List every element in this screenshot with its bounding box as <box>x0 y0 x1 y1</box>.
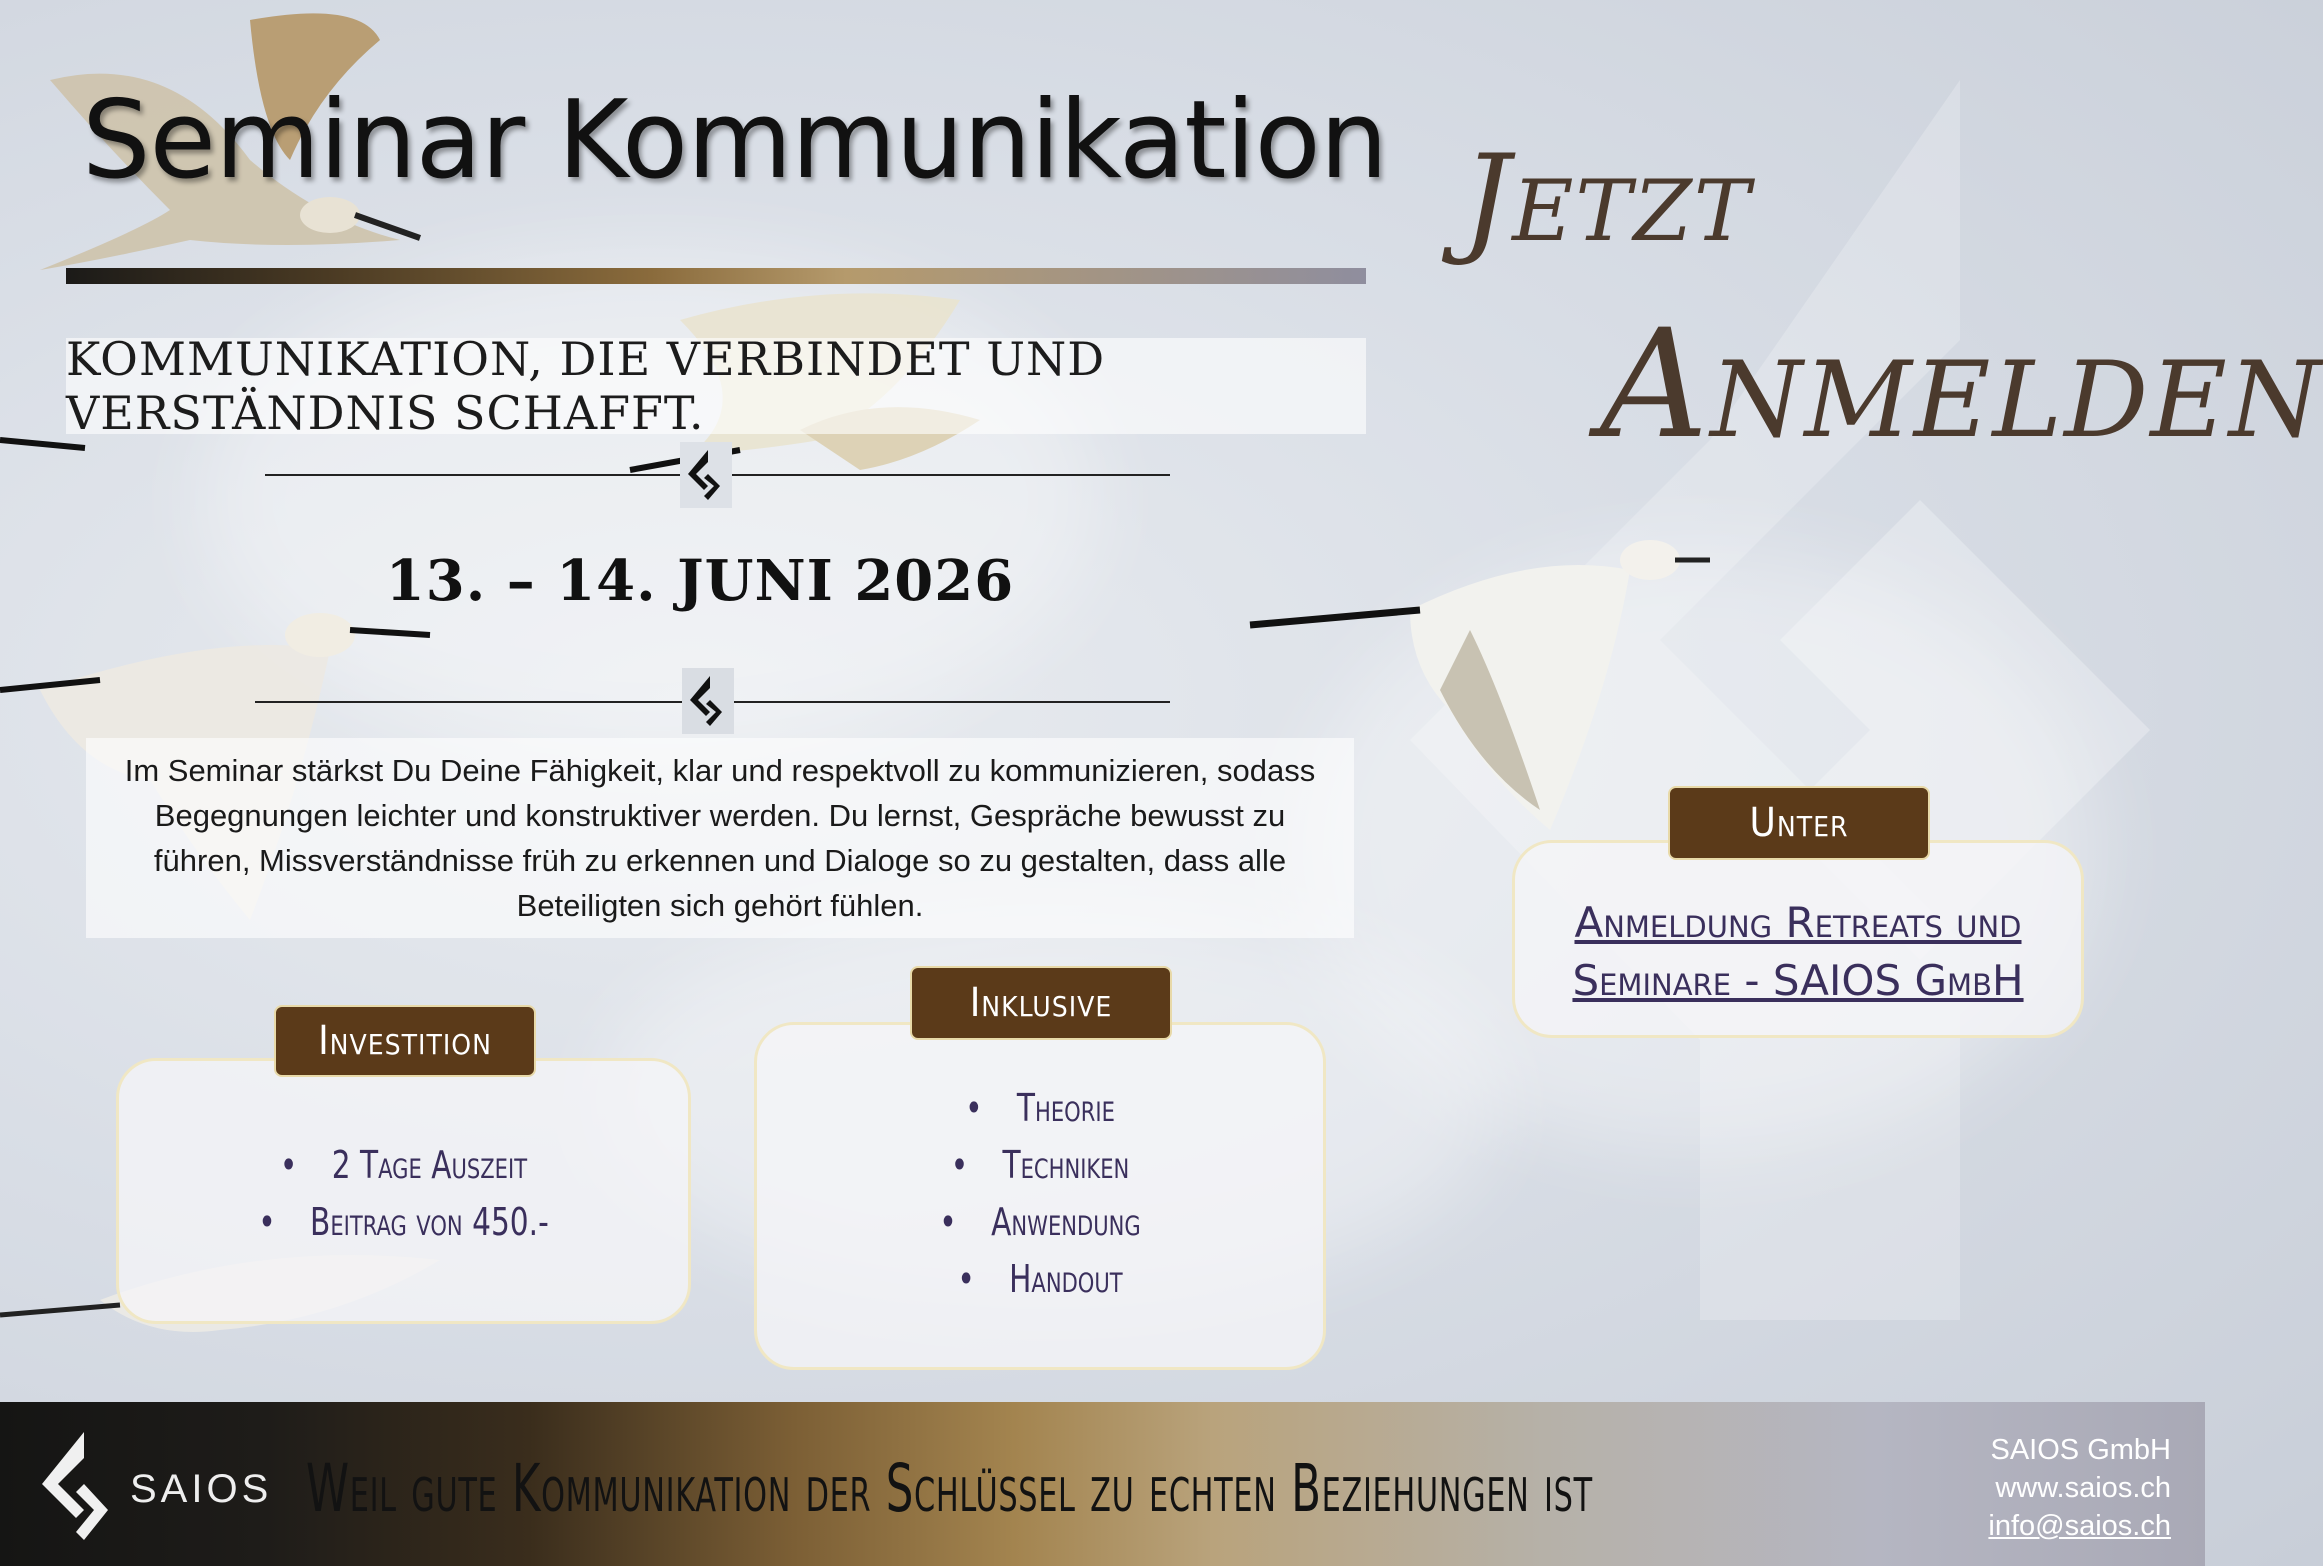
tagline: KOMMUNIKATION, DIE VERBINDET UND VERSTÄNDNIS SCHAFFT. <box>66 332 1106 440</box>
inklusive-item: • Anwendung <box>819 1194 1260 1251</box>
inklusive-item: • Handout <box>819 1251 1260 1308</box>
saios-logo-icon <box>688 674 728 728</box>
registration-link-line: Anmeldung Retreats und <box>1574 898 2022 947</box>
brand-name: SAIOS <box>130 1467 273 1511</box>
saios-logo-icon <box>40 1432 110 1542</box>
website-link[interactable]: www.saios.ch <box>1995 1472 2171 1504</box>
event-description: Im Seminar stärkst Du Deine Fähigkeit, klar und respektvoll zu kommunizieren, sodass Begegnungen leichter und konstruktiver werden. Du lernst, Gespräche bewusst zu führen, Missverständnisse früh zu erkennen und Dialoge so zu gestalten, dass alle Beteiligten sich gehört fühlen. <box>124 753 1316 923</box>
investition-item: • Beitrag von 450.- <box>182 1194 626 1251</box>
cta-line-anmelden: Anmelden <box>1600 298 2323 472</box>
investition-card <box>116 1058 691 1324</box>
inklusive-label: Inklusive <box>910 966 1172 1040</box>
unter-card <box>1512 840 2084 1038</box>
inklusive-item: • Theorie <box>819 1080 1260 1137</box>
tagline-box <box>66 332 1366 440</box>
company-name: SAIOS GmbH <box>1990 1434 2171 1466</box>
registration-link-line: Seminare - SAIOS GmbH <box>1572 956 2024 1005</box>
event-date: 13. – 14. JUNI 2026 <box>385 548 1015 614</box>
description-box <box>86 738 1354 938</box>
email-link[interactable]: info@saios.ch <box>1988 1510 2171 1542</box>
investition-item: • 2 Tage Auszeit <box>182 1137 626 1194</box>
page-title: Seminar Kommunikation <box>82 78 1388 203</box>
title-underline-bar <box>66 268 1366 284</box>
registration-link[interactable] <box>1572 894 2023 1010</box>
investition-label: Investition <box>274 1005 536 1077</box>
footer-slogan: Weil gute Kommunikation der Schlüssel zu echten Beziehungen ist <box>306 1450 1593 1527</box>
inklusive-item: • Techniken <box>819 1137 1260 1194</box>
cta-line-jetzt: Jetzt <box>1462 130 1752 269</box>
saios-logo-icon <box>686 448 726 502</box>
unter-label: Unter <box>1668 786 1930 860</box>
inklusive-card <box>754 1022 1326 1370</box>
